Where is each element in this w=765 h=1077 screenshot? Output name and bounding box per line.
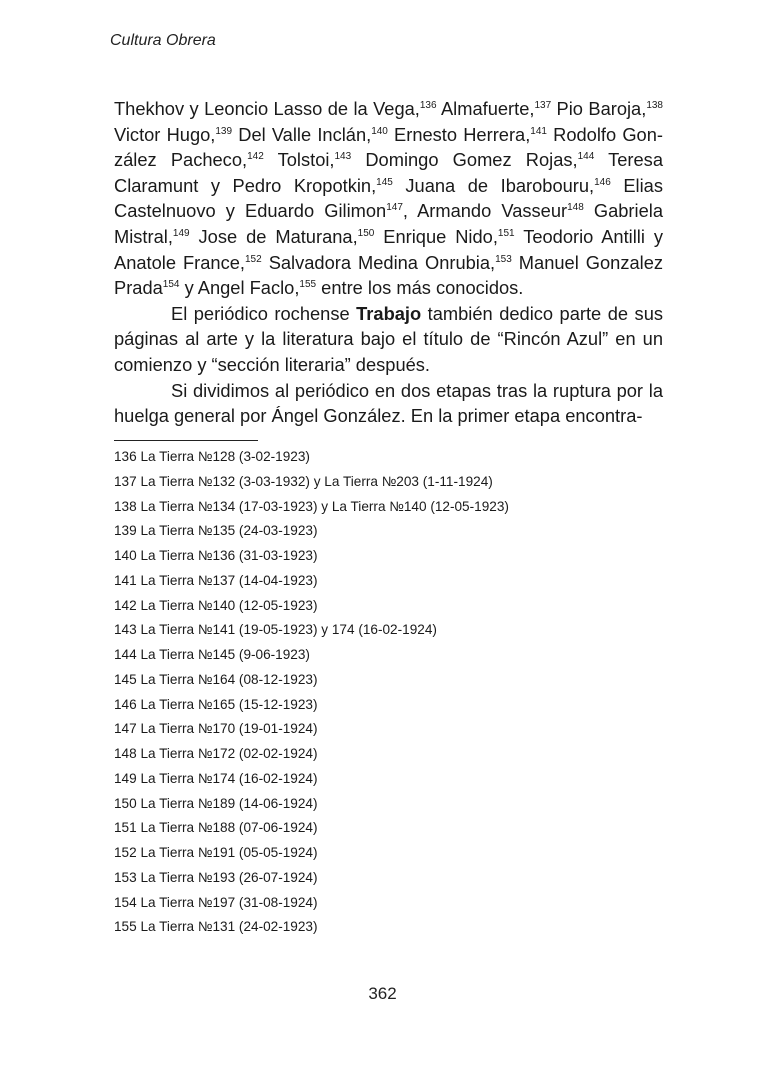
footnote-ref-153: 153 (495, 253, 512, 265)
footnote-ref-150: 150 (357, 227, 375, 239)
text-run: Pio Baroja, (551, 98, 647, 119)
footnote-ref-148: 148 (567, 202, 584, 214)
text-run: El periódico rochense (171, 302, 357, 324)
footnote: 138 La Tierra №134 (17-03-1923) y La Tierra №140 (12-05-1923) (114, 498, 509, 514)
text-run: Teresa Claramunt y Pedro Kropotkin, (114, 149, 663, 196)
footnote-ref-147: 147 (386, 202, 403, 214)
text-run: y Angel Faclo, (179, 277, 300, 299)
text-run: Enrique Nido, (374, 225, 498, 247)
footnote-ref-136: 136 (419, 100, 437, 111)
text-run: Jose de Maturana, (189, 225, 358, 247)
page-number: 362 (368, 984, 397, 1003)
footnote: 153 La Tierra №193 (26-07-1924) (114, 869, 318, 885)
text-run: Victor Hugo, (114, 123, 216, 145)
body-text (114, 96, 663, 429)
text-run: Juana de Ibarobouru, (392, 174, 595, 196)
footnote-ref-152: 152 (245, 253, 262, 265)
text-run: Teodorio Antilli y Anatole France, (114, 225, 663, 273)
footnote: 152 La Tierra №191 (05-05-1924) (114, 845, 318, 860)
text-run: Si dividimos al periódico en dos etapas tras la ruptura por la huelga general por Ángel González. En la primer etapa encontra- (114, 379, 663, 427)
footnote-ref-151: 151 (497, 227, 515, 239)
footnote-ref-142: 142 (247, 151, 264, 163)
footnote: 150 La Tierra №189 (14-06-1924) (114, 795, 318, 811)
footnote: 154 La Tierra №197 (31-08-1924) (114, 894, 318, 910)
text-run: también dedico parte de sus páginas al arte y la literatura bajo el título de “Rincón Azul” en un comienzo y “sección literaria” después. (114, 302, 663, 375)
text-run: Del Valle Inclán, (232, 123, 372, 145)
text-run: entre los más conocidos. (316, 277, 524, 299)
footnote-ref-145: 145 (376, 176, 393, 188)
running-header: Cultura Obrera (110, 32, 216, 49)
text-run: Domingo Gomez Rojas, (351, 149, 578, 171)
footnote-ref-140: 140 (371, 125, 388, 137)
text-run: Rodolfo González Pacheco, (114, 123, 663, 171)
footnote: 143 La Tierra №141 (19-05-1923) y 174 (16-02-1924) (114, 622, 437, 638)
footnote-ref-154: 154 (162, 279, 180, 291)
paragraph-2 (114, 301, 663, 378)
footnote: 149 La Tierra №174 (16-02-1924) (114, 770, 318, 786)
footnote-list (114, 445, 674, 940)
footnote-ref-146: 146 (594, 176, 611, 188)
text-run: Ernesto Herrera, (387, 123, 531, 145)
footnote-ref-143: 143 (334, 151, 352, 163)
paragraph-1 (114, 96, 663, 301)
text-run: Manuel Gonzalez Prada (114, 251, 663, 299)
text-run: Almafuerte, (436, 98, 535, 119)
footnote: 151 La Tierra №188 (07-06-1924) (114, 820, 318, 836)
footnote-ref-144: 144 (577, 151, 595, 163)
text-run: Thekhov y Leoncio Lasso de la Vega, (114, 98, 420, 119)
footnote: 147 La Tierra №170 (19-01-1924) (114, 721, 318, 737)
footnote-ref-149: 149 (172, 227, 190, 239)
footnote-separator (114, 440, 258, 441)
publication-title: Trabajo (356, 302, 422, 324)
text-run: Tolstoi, (263, 149, 335, 171)
footnote-ref-155: 155 (299, 279, 317, 291)
footnote: 136 La Tierra №128 (3-02-1923) (114, 449, 310, 464)
footnote: 139 La Tierra №135 (24-03-1923) (114, 523, 318, 539)
footnote: 137 La Tierra №132 (3-03-1932) y La Tierra №203 (1-11-1924) (114, 473, 493, 489)
footnote-ref-139: 139 (215, 125, 233, 137)
text-run: , Armando Vasseur (402, 200, 568, 222)
paragraph-3 (114, 378, 663, 429)
text-run: Salvadora Medina Onrubia, (261, 251, 496, 273)
text-run: Elias Castelnuovo y Eduardo Gilimon (114, 174, 663, 222)
footnote: 146 La Tierra №165 (15-12-1923) (114, 696, 318, 712)
footnote-ref-137: 137 (534, 100, 552, 111)
footnote: 141 La Tierra №137 (14-04-1923) (114, 572, 318, 588)
footnote-ref-141: 141 (530, 125, 547, 137)
footnote: 142 La Tierra №140 (12-05-1923) (114, 597, 318, 613)
footnote: 144 La Tierra №145 (9-06-1923) (114, 647, 310, 662)
text-run: Gabriela Mistral, (114, 200, 663, 247)
footnote: 140 La Tierra №136 (31-03-1923) (114, 548, 318, 563)
footnote: 155 La Tierra №131 (24-02-1923) (114, 919, 318, 935)
footnote-ref-138: 138 (646, 100, 663, 111)
footnote: 148 La Tierra №172 (02-02-1924) (114, 746, 318, 761)
footnote: 145 La Tierra №164 (08-12-1923) (114, 671, 318, 687)
